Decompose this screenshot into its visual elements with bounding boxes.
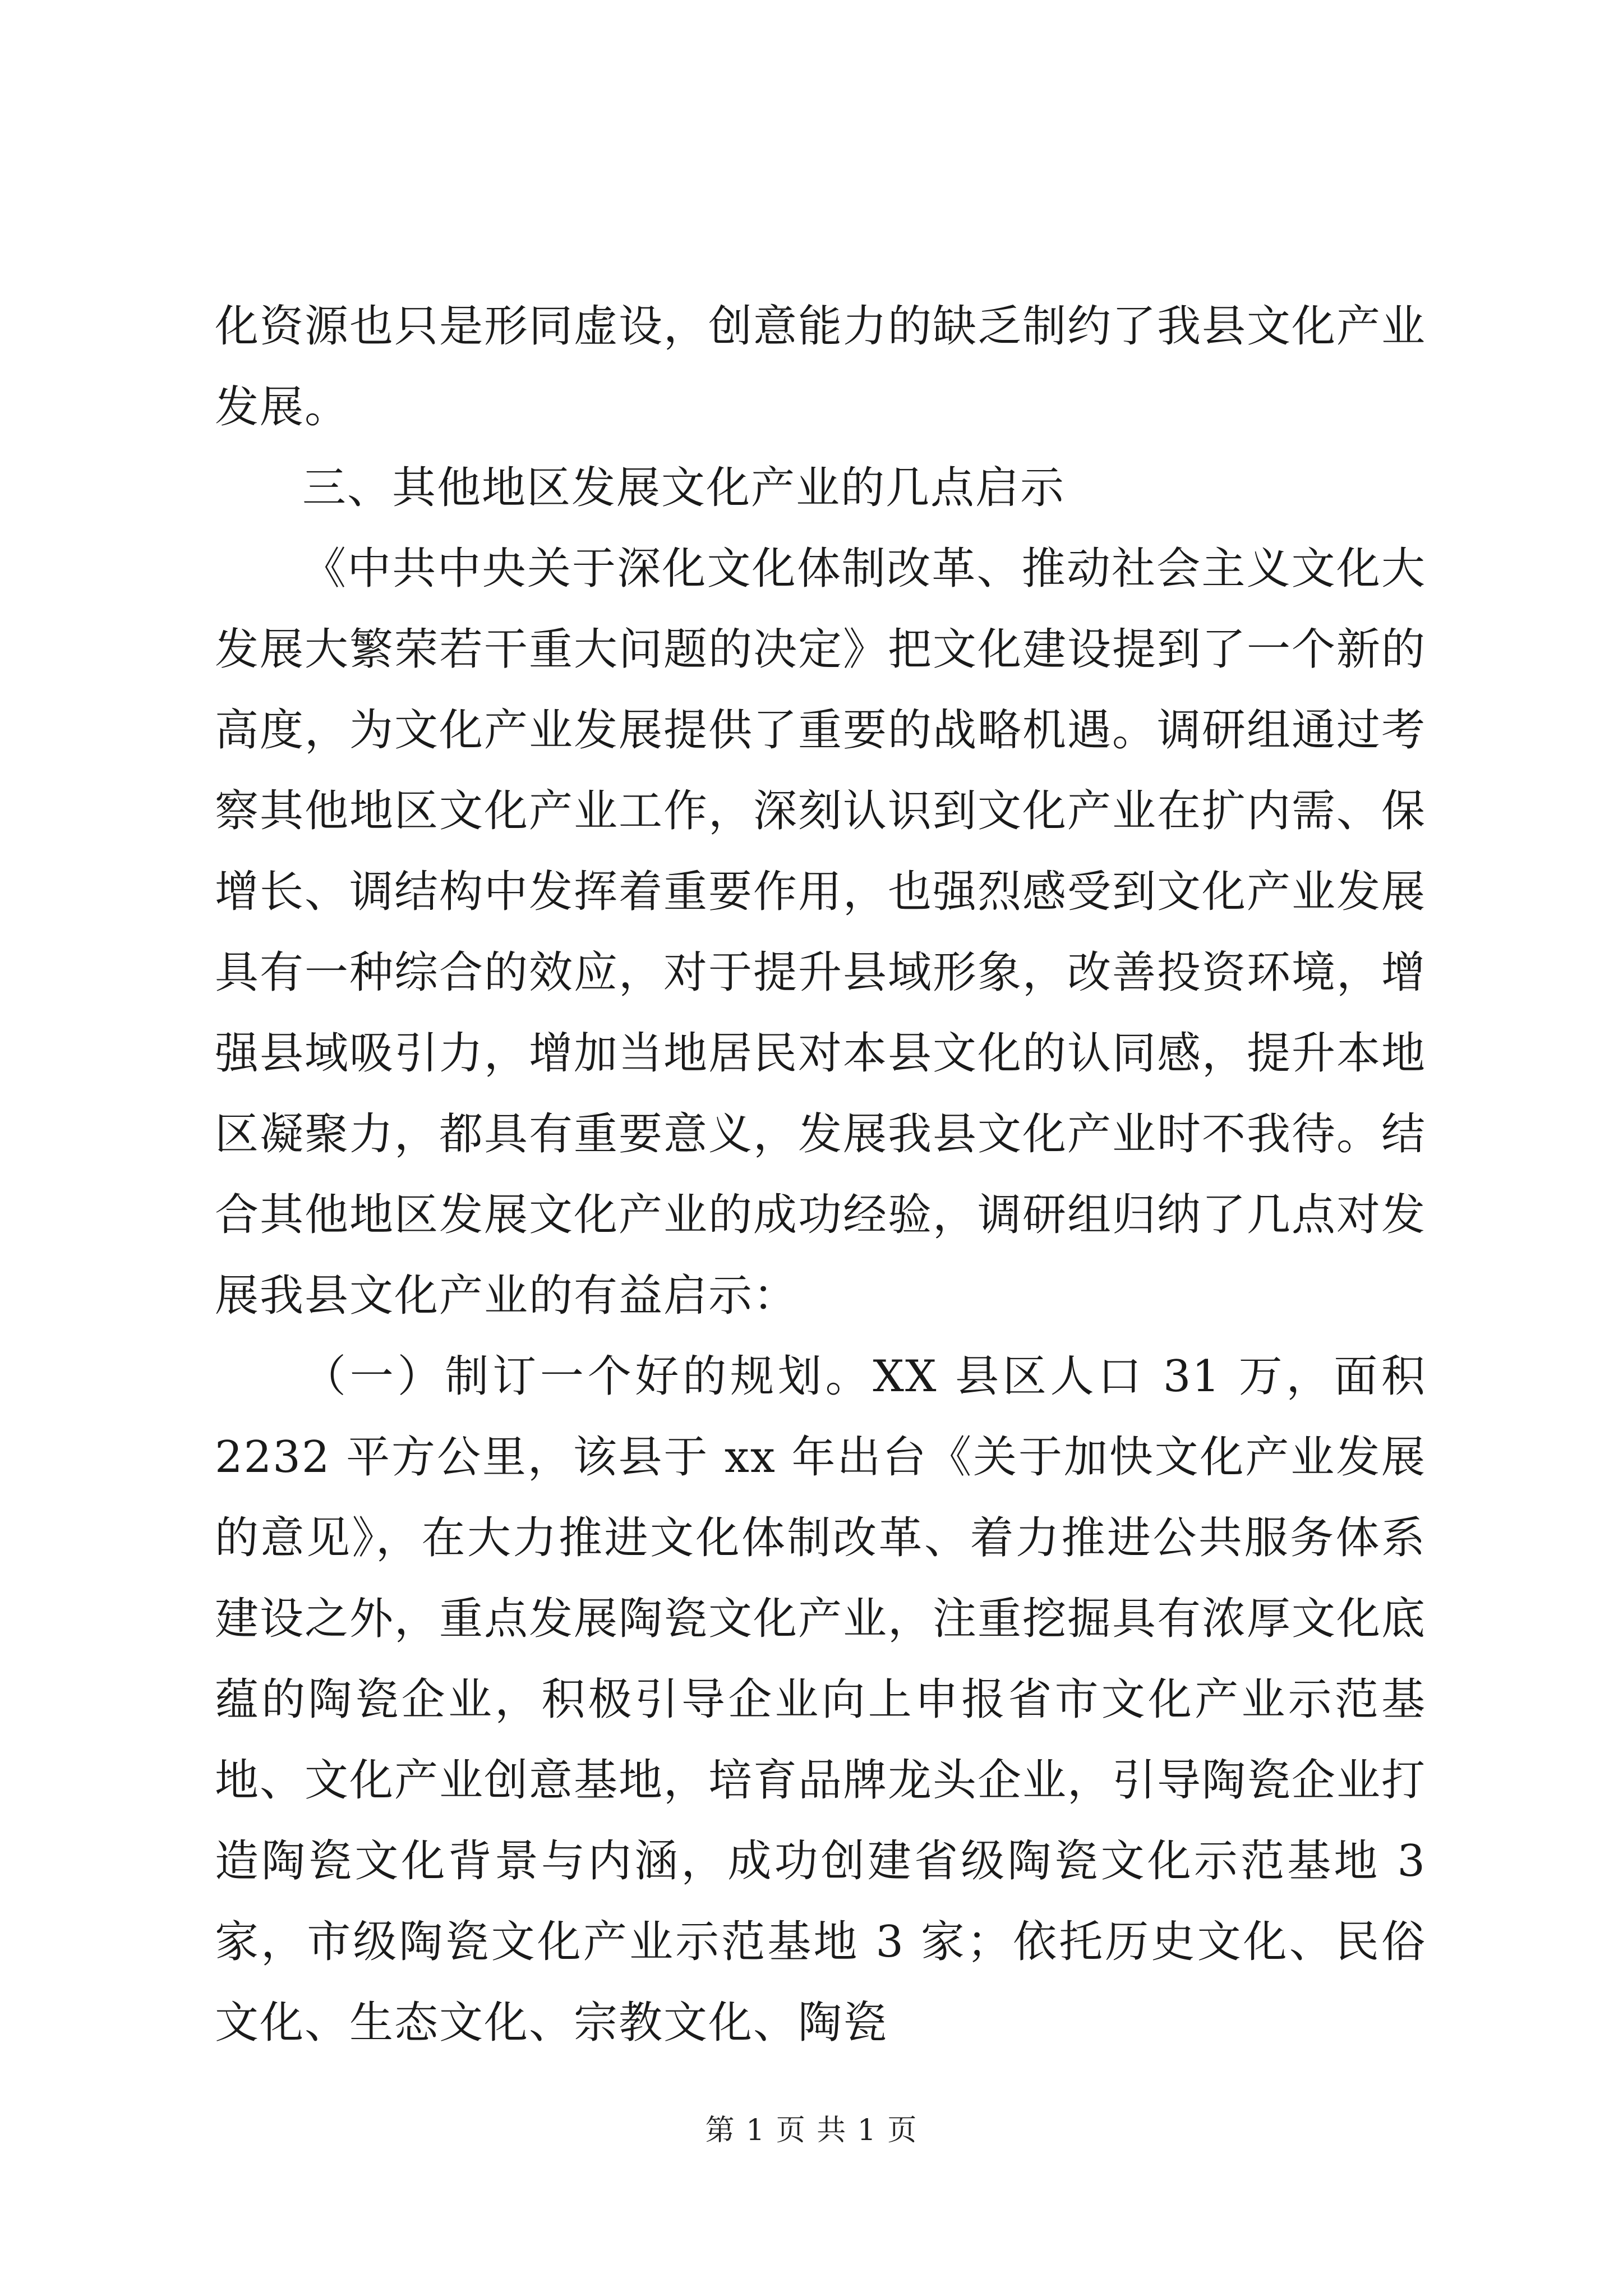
section-heading: 三、其他地区发展文化产业的几点启示 — [302, 463, 1066, 513]
paragraph-continuation: 化资源也只是形同虚设，创意能力的缺乏制约了我县文化产业发展。 — [215, 301, 1427, 432]
paragraph-decision: 《中共中央关于深化文化体制改革、推动社会主义文化大发展大繁荣若干重大问题的决定》把文化建设提到了一个新的高度，为文化产业发展提供了重要的战略机遇。调研组通过考察其他地区文化产业工作，深刻认识到文化产业在扩内需、保增长、调结构中发挥着重要作用，也强烈感受到文化产业发展具有一种综合的效应，对于提升县域形象，改善投资环境，增强县域吸引力，增加当地居民对本县文化的认同感，提升本地区凝聚力，都具有重要意义，发展我县文化产业时不我待。结合其他地区发展文化产业的成功经验，调研组归纳了几点对发展我县文化产业的有益启示： — [215, 544, 1427, 1321]
page-number-footer: 第 1 页 共 1 页 — [705, 2114, 918, 2147]
document-body — [215, 286, 1426, 2063]
paragraph-plan: （一）制订一个好的规划。XX 县区人口 31 万，面积 2232 平方公里，该县于 xx 年出台《关于加快文化产业发展的意见》，在大力推进文化体制改革、着力推进公共服务体系建设之外，重点发展陶瓷文化产业，注重挖掘具有浓厚文化底蕴的陶瓷企业，积极引导企业向上申报省市文化产业示范基地、文化产业创意基地，培育品牌龙头企业，引导陶瓷企业打造陶瓷文化背景与内涵，成功创建省级陶瓷文化示范基地 3 家，市级陶瓷文化产业示范基地 3 家；依托历史文化、民俗文化、生态文化、宗教文化、陶瓷 — [215, 1351, 1427, 2048]
